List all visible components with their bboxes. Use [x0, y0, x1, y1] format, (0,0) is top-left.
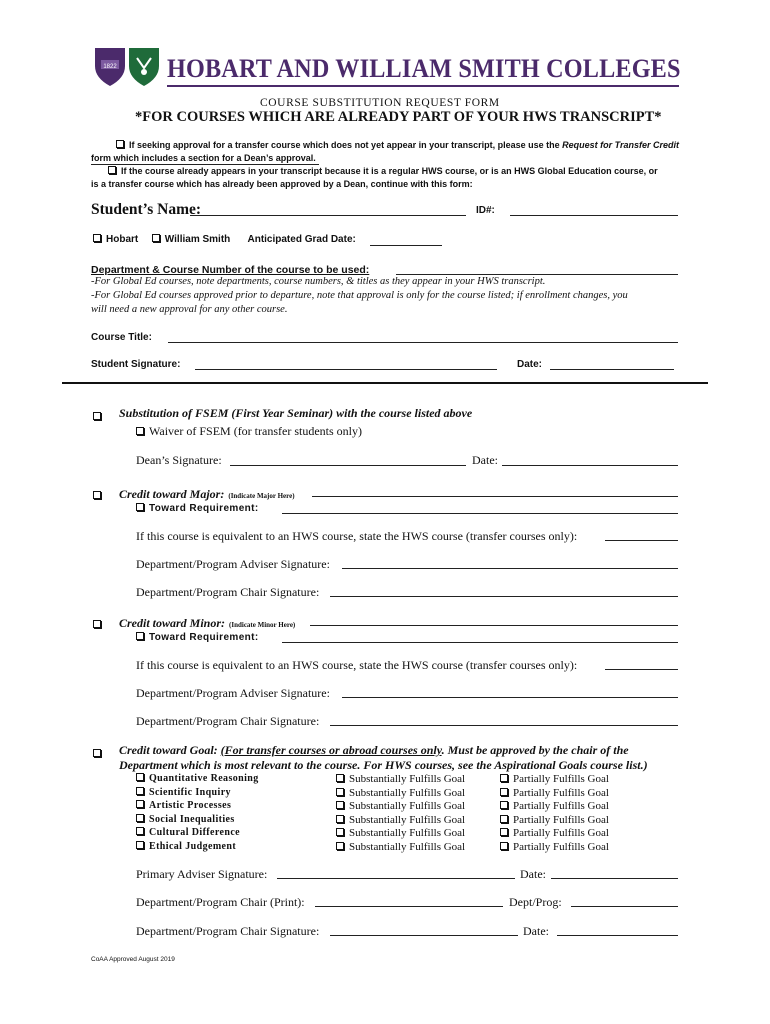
goal-item-label: Quantitative Reasoning: [149, 773, 259, 784]
form-subtitle: *FOR COURSES WHICH ARE ALREADY PART OF YOUR HWS TRANSCRIPT*: [135, 109, 662, 125]
minor-toward-checkbox[interactable]: [136, 632, 144, 640]
student-date-label: Date:: [517, 359, 543, 370]
logo: [93, 44, 163, 88]
goal-heading-a: Credit toward Goal:: [119, 743, 218, 757]
goal-partial: [500, 773, 609, 785]
goal-date-field[interactable]: [557, 924, 678, 936]
major-heading-row: [119, 485, 295, 503]
major-adviser-sig-field[interactable]: [342, 557, 678, 569]
goal-item-label: Scientific Inquiry: [149, 786, 231, 798]
course-title-label: Course Title:: [91, 332, 152, 343]
goal-item: [136, 773, 259, 784]
minor-adviser-sig-field[interactable]: [342, 686, 678, 698]
campus-row: [93, 234, 356, 245]
major-indicate: (Indicate Major Here): [228, 492, 295, 500]
goal-item: [136, 841, 236, 852]
grad-date-label: Anticipated Grad Date:: [247, 234, 356, 245]
minor-heading-row: [119, 614, 295, 632]
major-toward-checkbox[interactable]: [136, 503, 144, 511]
goal-partial-label: Partially Fulfills Goal: [513, 840, 609, 853]
major-heading: Credit toward Major:: [119, 487, 225, 501]
goal-heading-b: (For transfer courses or abroad courses only: [220, 743, 442, 757]
dean-date-label: Date:: [472, 453, 498, 467]
goal-substantial-checkbox[interactable]: [336, 842, 344, 850]
goal-partial: [500, 841, 609, 853]
student-name-label: Student’s Name:: [91, 201, 202, 218]
major-toward: [136, 503, 259, 514]
dept-course-field[interactable]: [396, 263, 678, 275]
goal-item: [136, 800, 231, 811]
minor-toward: [136, 632, 259, 643]
major-field[interactable]: [312, 485, 678, 497]
major-checkbox[interactable]: [93, 491, 101, 499]
goal-item: [136, 787, 231, 798]
course-note-1: -For Global Ed courses, note departments, course numbers, & titles as they appear in your HWS transcript.: [91, 276, 546, 287]
primary-date-field[interactable]: [551, 867, 678, 879]
minor-chair-sig-field[interactable]: [330, 714, 678, 726]
student-sig-label: Student Signature:: [91, 359, 181, 370]
goal-partial-label: Partially Fulfills Goal: [513, 773, 609, 785]
college-shield-icon: [93, 44, 163, 88]
goal-partial-label: Partially Fulfills Goal: [513, 827, 609, 839]
goal-checkbox-wrap: [93, 744, 106, 762]
minor-equiv-field[interactable]: [605, 658, 678, 670]
goal-chair-sig: Department/Program Chair Signature:: [136, 924, 320, 938]
goal-checkbox[interactable]: [93, 749, 101, 757]
dean-sig-field[interactable]: [230, 454, 466, 466]
goal-item-label: Artistic Processes: [149, 800, 232, 811]
header-rule: [167, 85, 679, 87]
minor-toward-field[interactable]: [282, 631, 678, 643]
primary-adviser-sig: Primary Adviser Signature:: [136, 867, 268, 881]
fsem-heading: Substitution of FSEM (First Year Seminar) with the course listed above: [119, 406, 473, 420]
intro-note-2b: is a transfer course which has already been approved by a Dean, continue with this form:: [91, 179, 473, 189]
dept-prog-label: Dept/Prog:: [509, 895, 562, 909]
major-toward-label: Toward Requirement:: [149, 503, 259, 514]
goal-substantial-label: Substantially Fulfills Goal: [349, 773, 466, 785]
goal-partial-label: Partially Fulfills Goal: [513, 786, 609, 799]
goal-substantial-label: Substantially Fulfills Goal: [349, 786, 466, 799]
id-label: ID#:: [476, 205, 495, 216]
goal-substantial-checkbox[interactable]: [336, 828, 344, 836]
goal-partial-checkbox[interactable]: [500, 801, 508, 809]
goal-substantial-label: Substantially Fulfills Goal: [349, 800, 466, 812]
goal-item-checkbox[interactable]: [136, 827, 144, 835]
major-chair-sig-field[interactable]: [330, 585, 678, 597]
intro-rule: [91, 164, 319, 165]
dept-prog-field[interactable]: [571, 895, 678, 907]
goal-item-label: Ethical Judgement: [149, 840, 237, 852]
william-smith-checkbox[interactable]: [152, 234, 160, 242]
major-chair-sig: Department/Program Chair Signature:: [136, 585, 320, 599]
waiver-label: Waiver of FSEM (for transfer students only): [149, 424, 362, 438]
dean-sig-label: Dean’s Signature:: [136, 453, 222, 467]
primary-date-label: Date:: [520, 867, 546, 881]
intro-note-1b: form which includes a section for a Dean’s approval.: [91, 153, 316, 163]
goal-substantial: [336, 827, 465, 839]
fsem-waiver: [136, 424, 362, 439]
college-name: HOBART AND WILLIAM SMITH COLLEGES: [167, 54, 681, 83]
major-checkbox-wrap: [93, 486, 106, 504]
minor-adviser-sig: Department/Program Adviser Signature:: [136, 686, 330, 700]
goal-heading-c: . Must be approved by the chair of the: [441, 743, 629, 757]
grad-date-field[interactable]: [370, 234, 442, 246]
checkbox[interactable]: [116, 140, 124, 148]
waiver-checkbox[interactable]: [136, 427, 144, 435]
dean-date-field[interactable]: [502, 454, 678, 466]
major-adviser-sig: Department/Program Adviser Signature:: [136, 557, 330, 571]
chair-print-field[interactable]: [315, 895, 503, 907]
goal-partial: [500, 814, 609, 826]
goal-item-checkbox[interactable]: [136, 814, 144, 822]
goal-substantial-checkbox[interactable]: [336, 788, 344, 796]
course-note-2: -For Global Ed courses approved prior to departure, note that approval is only for the course listed; if enrollment changes, you: [91, 290, 628, 301]
minor-toward-label: Toward Requirement:: [149, 632, 259, 643]
goal-substantial-label: Substantially Fulfills Goal: [349, 813, 466, 826]
goal-substantial-checkbox[interactable]: [336, 801, 344, 809]
goal-partial-checkbox[interactable]: [500, 788, 508, 796]
goal-substantial-label: Substantially Fulfills Goal: [349, 840, 466, 853]
goal-partial: [500, 800, 609, 812]
fsem-checkbox-wrap: [93, 407, 106, 425]
form-title: COURSE SUBSTITUTION REQUEST FORM: [260, 97, 500, 109]
goal-substantial-checkbox[interactable]: [336, 815, 344, 823]
major-toward-field[interactable]: [282, 502, 678, 514]
goal-partial: [500, 827, 609, 839]
minor-indicate: (Indicate Minor Here): [229, 621, 296, 629]
goal-partial-label: Partially Fulfills Goal: [513, 800, 609, 812]
goal-chair-sig-field[interactable]: [330, 924, 518, 936]
goal-substantial: [336, 814, 465, 826]
goal-date-label: Date:: [523, 924, 549, 938]
checkbox[interactable]: [108, 166, 116, 174]
goal-heading: [119, 743, 629, 758]
goal-partial-checkbox[interactable]: [500, 774, 508, 782]
svg-text:1822: 1822: [103, 64, 117, 70]
goal-substantial: [336, 800, 465, 812]
transfer-credit-link[interactable]: Request for Transfer Credit: [562, 140, 679, 150]
minor-field[interactable]: [310, 614, 678, 626]
minor-equiv: If this course is equivalent to an HWS course, state the HWS course (transfer courses only):: [136, 658, 578, 672]
section-divider: [62, 382, 708, 384]
minor-checkbox[interactable]: [93, 620, 101, 628]
goal-item-checkbox[interactable]: [136, 787, 144, 795]
student-date-field[interactable]: [550, 358, 674, 370]
goal-item: [136, 814, 235, 825]
course-note-3: will need a new approval for any other course.: [91, 304, 288, 315]
goal-substantial-checkbox[interactable]: [336, 774, 344, 782]
goal-item-label: Social Inequalities: [149, 813, 235, 825]
goal-partial-label: Partially Fulfills Goal: [513, 813, 609, 826]
student-name-field[interactable]: [190, 204, 466, 216]
goal-item-label: Cultural Difference: [149, 827, 241, 838]
major-equiv-field[interactable]: [605, 529, 678, 541]
goal-substantial: [336, 787, 465, 799]
dept-course-label: Department & Course Number of the course to be used:: [91, 264, 370, 276]
goal-substantial: [336, 841, 465, 853]
fsem-checkbox[interactable]: [93, 412, 101, 420]
goal-partial-checkbox[interactable]: [500, 828, 508, 836]
minor-chair-sig: Department/Program Chair Signature:: [136, 714, 320, 728]
minor-heading: Credit toward Minor:: [119, 616, 226, 630]
intro-note-1: If seeking approval for a transfer course which does not yet appear in your transcript, please use the Request for Transfer Credit: [116, 140, 679, 150]
william-smith-label: William Smith: [164, 234, 231, 245]
course-title-field[interactable]: [168, 331, 678, 343]
goal-item-checkbox[interactable]: [136, 841, 144, 849]
goal-partial-checkbox[interactable]: [500, 815, 508, 823]
goal-partial-checkbox[interactable]: [500, 842, 508, 850]
hobart-checkbox[interactable]: [93, 234, 101, 242]
goal-item: [136, 827, 240, 838]
intro-note-2: If the course already appears in your transcript because it is a regular HWS course, or is an HWS Global Education course, or: [108, 166, 658, 176]
goal-heading-line2: Department which is most relevant to the course. For HWS courses, see the Aspirational Goals course list.): [119, 758, 648, 772]
goal-partial: [500, 787, 609, 799]
goal-substantial-label: Substantially Fulfills Goal: [349, 827, 466, 839]
goal-item-checkbox[interactable]: [136, 800, 144, 808]
primary-adviser-sig-field[interactable]: [277, 867, 515, 879]
chair-print-label: Department/Program Chair (Print):: [136, 895, 305, 909]
hobart-label: Hobart: [106, 234, 139, 245]
major-equiv: If this course is equivalent to an HWS course, state the HWS course (transfer courses only):: [136, 529, 578, 543]
minor-checkbox-wrap: [93, 615, 106, 633]
goal-item-checkbox[interactable]: [136, 773, 144, 781]
student-sig-field[interactable]: [195, 358, 497, 370]
goal-substantial: [336, 773, 465, 785]
id-field[interactable]: [510, 204, 678, 216]
footer-approved: CoAA Approved August 2019: [91, 956, 175, 963]
